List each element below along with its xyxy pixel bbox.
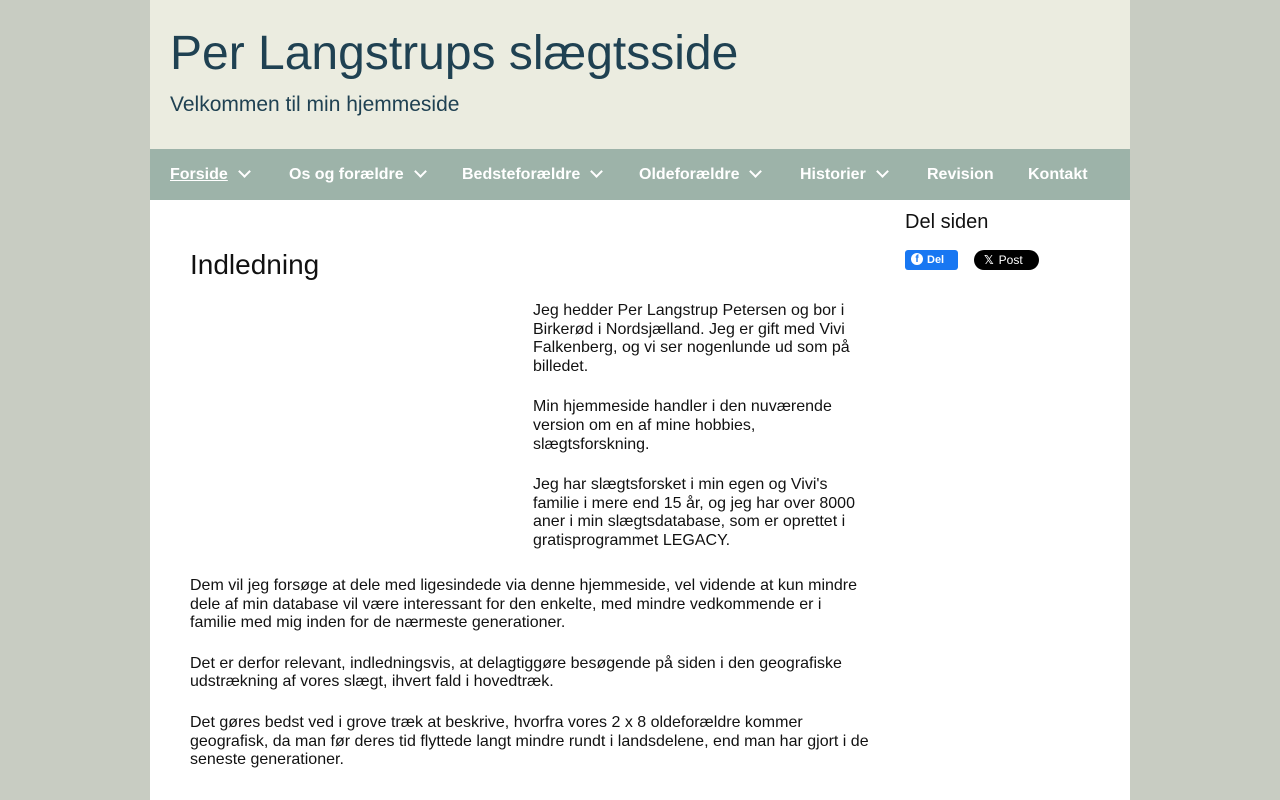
site-tagline: Velkommen til min hjemmeside [170, 93, 460, 116]
body-text [190, 577, 870, 792]
nav-item-kontakt[interactable] [1028, 149, 1088, 200]
nav-item-label[interactable]: Os og forældre [289, 166, 404, 183]
body-paragraph: Dem vil jeg forsøge at dele med ligesindede via denne hjemmeside, vel vidende at kun mindre dele af min database vil være interessant for den enkelte, med mindre vedkommende er i familie med mig inden for de nærmeste generationer. [190, 577, 858, 632]
site-title[interactable]: Per Langstrups slægtsside [170, 27, 739, 80]
page-heading: Indledning [190, 249, 320, 280]
nav-item-label[interactable]: Revision [927, 166, 994, 183]
nav-item-label[interactable]: Forside [170, 166, 228, 183]
body-paragraph: Det er derfor relevant, indledningsvis, at delagtiggøre besøgende på siden i den geografiske udstrækning af vores slægt, ihvert fald i hovedtræk. [190, 654, 842, 691]
nav-item-historier[interactable] [800, 149, 887, 200]
nav-item-revision[interactable] [927, 149, 994, 200]
nav-item-label[interactable]: Oldeforældre [639, 166, 740, 183]
site-header [150, 0, 1130, 149]
nav-item-forside[interactable] [170, 149, 249, 200]
facebook-icon: f [911, 253, 923, 265]
x-post-label: Post [998, 253, 1023, 267]
body-paragraph: Det gøres bedst ved i grove træk at beskrive, hvorfra vores 2 x 8 oldeforældre kommer geografisk, da man før deres tid flyttede langt mindre rundt i landsdelene, end man har gjort i de seneste generationer. [190, 713, 869, 769]
nav-item-label[interactable]: Kontakt [1028, 166, 1088, 183]
chevron-down-icon[interactable] [590, 165, 603, 178]
chevron-down-icon[interactable] [876, 165, 889, 178]
intro-paragraph: Min hjemmeside handler i den nuværende version om en af mine hobbies, slægtsforskning. [533, 398, 832, 453]
nav-item-oldeforaeldre[interactable] [639, 149, 760, 200]
nav-item-bedsteforaeldre[interactable] [462, 149, 601, 200]
nav-item-label[interactable]: Historier [800, 166, 866, 183]
chevron-down-icon[interactable] [414, 165, 427, 178]
share-title: Del siden [905, 211, 989, 233]
nav-item-os-og-foraeldre[interactable] [289, 149, 425, 200]
chevron-down-icon[interactable] [750, 165, 763, 178]
x-post-button[interactable] [974, 250, 1039, 270]
page-container [150, 0, 1130, 800]
facebook-share-button[interactable] [905, 250, 958, 270]
x-icon: 𝕏 [984, 253, 994, 267]
intro-paragraph: Jeg har slægtsforsket i min egen og Vivi's familie i mere end 15 år, og jeg har over 8000 aner i min slægtsdatabase, som er oprettet i gratisprogrammet LEGACY. [533, 476, 855, 549]
facebook-share-label: Del [927, 254, 945, 266]
chevron-down-icon[interactable] [238, 165, 251, 178]
intro-column [533, 302, 863, 573]
main-navigation [150, 149, 1130, 200]
intro-paragraph: Jeg hedder Per Langstrup Petersen og bor i Birkerød i Nordsjælland. Jeg er gift med Vivi Falkenberg, og vi ser nogenlunde ud som på billedet. [533, 302, 850, 375]
nav-item-label[interactable]: Bedsteforældre [462, 166, 581, 183]
